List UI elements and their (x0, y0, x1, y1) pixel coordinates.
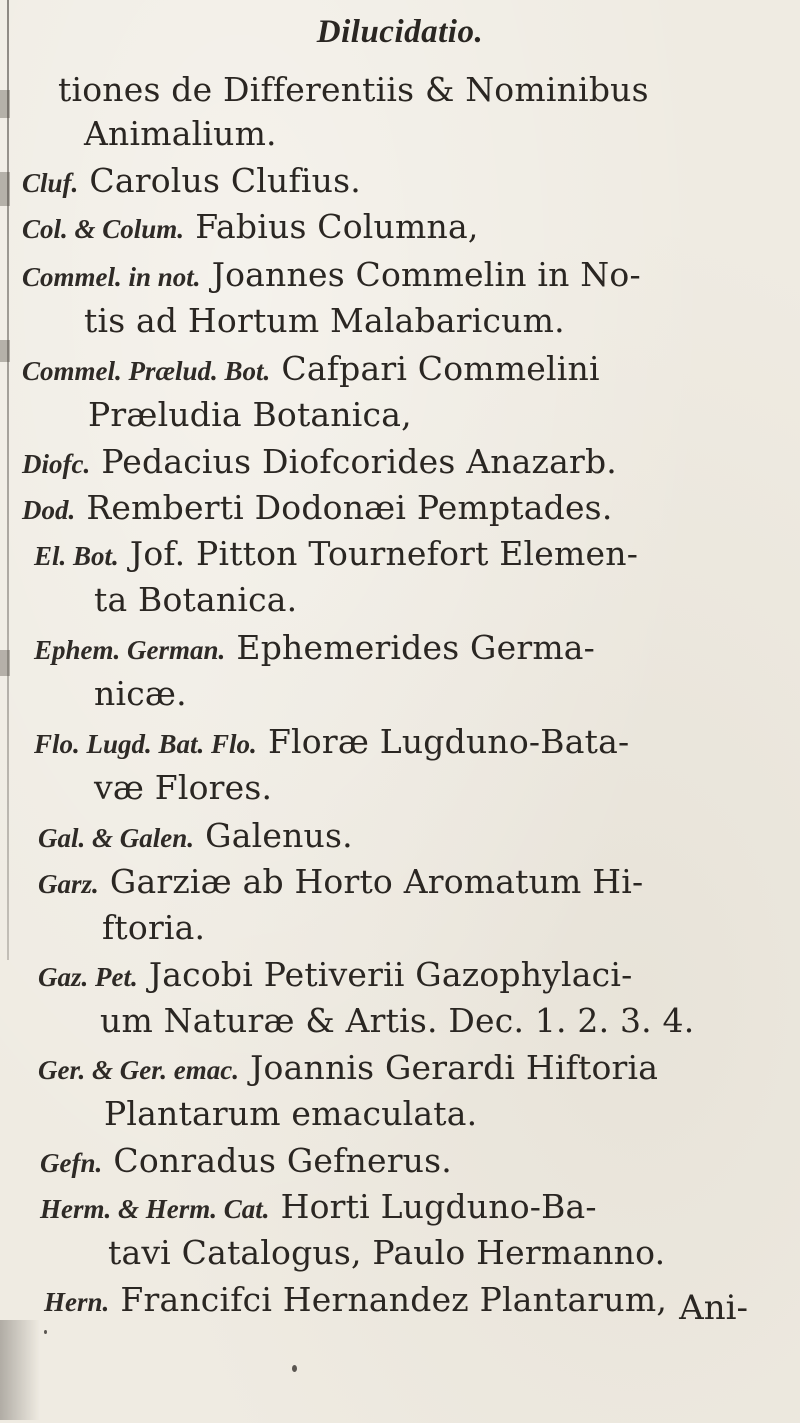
entry-line (40, 1185, 597, 1231)
entry-text: Horti Lugduno-Ba- (280, 1187, 597, 1226)
entry-text: Pedacius Diofcorides Anazarb. (101, 442, 617, 481)
entry-abbreviation: El. Bot. (34, 541, 119, 571)
entry-text: Remberti Dodonæi Pemptades. (86, 488, 613, 527)
entry-text: nicæ. (94, 674, 187, 713)
entry-text: ftoria. (102, 908, 206, 947)
entry-abbreviation: Col. & Colum. (22, 214, 185, 244)
entry-text: Jacobi Petiverii Gazophylaci- (148, 955, 633, 994)
entry-line (34, 720, 629, 766)
corner-shadow (0, 1320, 40, 1420)
entry-abbreviation: Ephem. German. (34, 635, 226, 665)
entry-abbreviation: Flo. Lugd. Bat. Flo. (34, 729, 257, 759)
gutter-blot (0, 340, 10, 362)
entry-text: Floræ Lugduno-Bata- (267, 722, 630, 761)
entry-abbreviation: Gaz. Pet. (38, 962, 138, 992)
entry-line (22, 253, 641, 299)
entry-line (94, 578, 297, 622)
entry-text: Jof. Pitton Tournefort Elemen- (129, 534, 639, 573)
entry-text: Præludia Botanica, (88, 395, 412, 434)
gutter-blot (0, 650, 10, 676)
entry-abbreviation: Gefn. (40, 1148, 103, 1178)
entry-abbreviation: Herm. & Herm. Cat. (40, 1194, 270, 1224)
gutter-blot (0, 172, 10, 206)
entry-text: ta Botanica. (94, 580, 298, 619)
entry-text: Francifci Hernandez Plantarum, (120, 1280, 668, 1319)
entry-line (58, 68, 649, 112)
entry-text: Carolus Clufius. (89, 161, 361, 200)
entry-text: Plantarum emaculata. (104, 1094, 478, 1133)
entry-line (102, 906, 205, 950)
entry-abbreviation: Commel. in not. (22, 262, 201, 292)
gutter-line (7, 0, 9, 960)
entry-text: Garziæ ab Horto Aromatum Hi- (109, 862, 644, 901)
entry-line (38, 953, 632, 999)
entry-line (84, 299, 565, 343)
entry-text: væ Flores. (94, 768, 273, 807)
entry-line (108, 1231, 665, 1275)
entry-line (34, 626, 595, 672)
entry-text: Ephemerides Germa- (236, 628, 596, 667)
entry-abbreviation: Hern. (44, 1287, 110, 1317)
entry-text: Cafpari Commelini (281, 349, 600, 388)
entry-line (22, 205, 479, 251)
entry-abbreviation: Garz. (38, 869, 99, 899)
running-head: Dilucidatio. (316, 14, 484, 50)
entry-text: tavi Catalogus, Paulo Hermanno. (108, 1233, 666, 1272)
entry-line (22, 440, 617, 486)
entry-line (22, 486, 613, 532)
entry-line (38, 860, 643, 906)
entry-line (44, 1278, 667, 1324)
entry-abbreviation: Ger. & Ger. emac. (38, 1055, 239, 1085)
entry-text: Conradus Gefnerus. (113, 1141, 452, 1180)
entry-line (100, 999, 694, 1043)
entry-line (38, 1046, 658, 1092)
catchword: Ani- (679, 1288, 748, 1328)
entry-line (22, 347, 600, 393)
entry-text: Joannes Commelin in No- (211, 255, 641, 294)
entry-text: Animalium. (84, 114, 277, 153)
gutter-blot (0, 90, 10, 118)
entry-line (94, 766, 272, 810)
entry-abbreviation: Diofc. (22, 449, 91, 479)
entry-line (34, 532, 638, 578)
entry-text: tiones de Differentiis & Nominibus (58, 70, 649, 109)
entry-line (38, 814, 353, 860)
entry-abbreviation: Dod. (22, 495, 76, 525)
entry-abbreviation: Commel. Prælud. Bot. (22, 356, 271, 386)
entry-text: Joannis Gerardi Hiftoria (250, 1048, 659, 1087)
entry-text: tis ad Hortum Malabaricum. (84, 301, 565, 340)
entry-line (88, 393, 412, 437)
ink-speck (44, 1330, 47, 1334)
entry-line (40, 1139, 452, 1185)
entry-line (22, 159, 361, 205)
entry-abbreviation: Cluf. (22, 168, 79, 198)
entry-line (104, 1092, 477, 1136)
entry-text: Fabius Columna, (195, 207, 479, 246)
entry-line (84, 112, 277, 156)
ink-speck (292, 1365, 297, 1372)
entry-line (94, 672, 187, 716)
entry-text: um Naturæ & Artis. Dec. 1. 2. 3. 4. (100, 1001, 695, 1040)
entry-text: Galenus. (205, 816, 353, 855)
entry-abbreviation: Gal. & Galen. (38, 823, 195, 853)
